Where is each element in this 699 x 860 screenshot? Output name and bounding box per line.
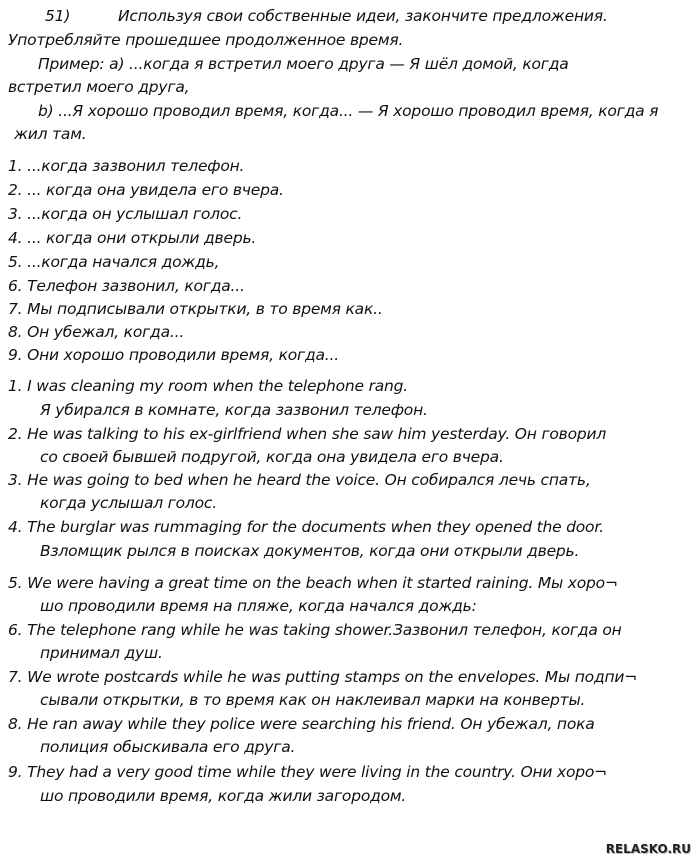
example-a-line-1: Пример: а) ...когда я встретил моего друга — Я шёл домой, когда bbox=[38, 55, 569, 73]
answer-english: 8. He ran away while they police were searching his friend. Он убежал, пока bbox=[8, 715, 595, 733]
prompt-item: 6. Телефон зазвонил, когда... bbox=[8, 277, 245, 295]
answer-english: 6. The telephone rang while he was taking shower.Зазвонил телефон, когда он bbox=[8, 621, 622, 639]
prompt-item: 9. Они хорошо проводили время, когда... bbox=[8, 346, 339, 364]
prompt-item: 5. ...когда начался дождь, bbox=[8, 253, 220, 271]
example-a-line-2: встретил моего друга, bbox=[8, 78, 190, 96]
answer-english: 7. We wrote postcards while he was putting stamps on the envelopes. Мы подпи¬ bbox=[8, 668, 638, 686]
answer-english: 4. The burglar was rummaging for the documents when they opened the door. bbox=[8, 518, 604, 536]
answer-english: 3. He was going to bed when he heard the voice. Он собирался лечь спать, bbox=[8, 471, 591, 489]
answer-russian: принимал душ. bbox=[40, 644, 163, 662]
example-b-line-1: b) ...Я хорошо проводил время, когда... — Я хорошо проводил время, когда я bbox=[38, 102, 659, 120]
instruction-line-2: Употребляйте прошедшее продолженное время. bbox=[8, 31, 404, 49]
answer-russian: полиция обыскивала его друга. bbox=[40, 738, 296, 756]
prompt-item: 8. Он убежал, когда... bbox=[8, 323, 185, 341]
prompt-item: 3. ...когда он услышал голос. bbox=[8, 205, 243, 223]
example-b-line-2: жил там. bbox=[14, 125, 87, 143]
answer-english: 2. He was talking to his ex-girlfriend when she saw him yesterday. Он говорил bbox=[8, 425, 607, 443]
answer-russian: шо проводили время, когда жили загородом. bbox=[40, 787, 407, 805]
site-watermark: RELASKO.RU bbox=[605, 842, 691, 856]
answer-russian: Я убирался в комнате, когда зазвонил телефон. bbox=[40, 401, 428, 419]
prompt-item: 1. ...когда зазвонил телефон. bbox=[8, 157, 245, 175]
answer-russian: шо проводили время на пляже, когда начался дождь: bbox=[40, 597, 477, 615]
answer-english: 9. They had a very good time while they were living in the country. Они хоро¬ bbox=[8, 763, 607, 781]
answer-russian: со своей бывшей подругой, когда она увидела его вчера. bbox=[40, 448, 504, 466]
prompt-item: 7. Мы подписывали открытки, в то время как.. bbox=[8, 300, 383, 318]
prompt-item: 2. ... когда она увидела его вчера. bbox=[8, 181, 284, 199]
exercise-number: 51) bbox=[45, 7, 71, 25]
answer-russian: Взломщик рылся в поисках документов, когда они открыли дверь. bbox=[40, 542, 580, 560]
prompt-item: 4. ... когда они открыли дверь. bbox=[8, 229, 257, 247]
answer-russian: когда услышал голос. bbox=[40, 494, 217, 512]
instruction-line-1: Используя свои собственные идеи, закончите предложения. bbox=[118, 7, 608, 25]
answer-english: 1. I was cleaning my room when the telephone rang. bbox=[8, 377, 409, 395]
answer-russian: сывали открытки, в то время как он наклеивал марки на конверты. bbox=[40, 691, 586, 709]
answer-english: 5. We were having a great time on the beach when it started raining. Мы хоро¬ bbox=[8, 574, 618, 592]
